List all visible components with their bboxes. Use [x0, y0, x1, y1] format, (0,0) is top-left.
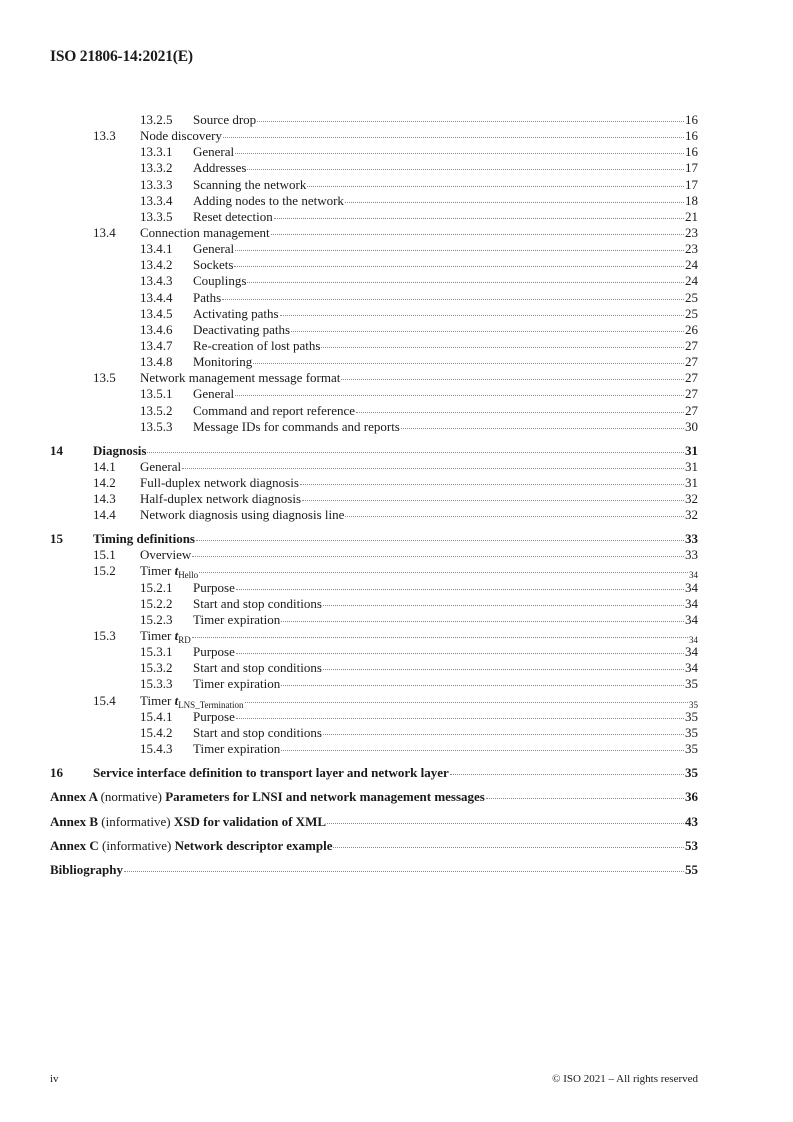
toc-entry-number: 13.5	[93, 370, 116, 386]
toc-entry[interactable]	[50, 306, 698, 322]
toc-entry[interactable]	[50, 112, 698, 128]
toc-entry[interactable]	[50, 628, 698, 644]
dot-leader	[321, 347, 684, 348]
toc-entry[interactable]	[50, 225, 698, 241]
toc-entry-page: 25	[685, 289, 698, 305]
toc-entry-title	[193, 257, 233, 273]
toc-entry-title-text: Timer	[140, 692, 175, 708]
toc-entry[interactable]	[50, 596, 698, 612]
toc-entry-number: 13.4	[93, 224, 116, 240]
dot-leader	[124, 871, 684, 872]
toc-entry-title-text: Purpose	[193, 644, 235, 660]
toc-entry-title-text: Scanning the network	[193, 176, 307, 192]
toc-entry-title	[140, 370, 340, 386]
toc-entry-title	[193, 144, 234, 160]
dot-leader	[345, 516, 684, 517]
toc-entry-title-text: Source drop	[193, 112, 257, 127]
toc-entry-title	[140, 475, 299, 491]
toc-entry-page: 34	[685, 644, 698, 660]
toc-entry-title-text: Monitoring	[193, 354, 253, 370]
toc-entry-page: 55	[685, 862, 698, 878]
toc-entry-title-text: Activating paths	[193, 305, 279, 321]
toc-entry-title-text: Re-creation of lost paths	[193, 337, 321, 353]
toc-entry-page: 24	[685, 273, 698, 289]
copyright-notice: © ISO 2021 – All rights reserved	[552, 1073, 698, 1085]
toc-entry-title-text: Timer expiration	[193, 611, 281, 627]
annex-kind: (normative)	[100, 789, 162, 805]
document-id-header: ISO 21806-14:2021(E)	[50, 48, 193, 65]
dot-leader	[245, 702, 688, 703]
toc-entry-page: 27	[685, 386, 698, 402]
toc-entry-title	[193, 209, 273, 225]
toc-entry-title	[193, 112, 256, 128]
toc-entry-page: 31	[685, 458, 698, 474]
toc-entry-number: 15.3.1	[140, 644, 173, 660]
toc-entry-title	[193, 580, 235, 596]
toc-entry-title	[140, 547, 191, 563]
annex-title: Network descriptor example	[174, 837, 333, 853]
toc-entry-title-text: Connection management	[140, 224, 270, 240]
toc-entry[interactable]	[50, 862, 698, 878]
toc-entry-number: 15.2.1	[140, 579, 173, 595]
toc-entry-page: 25	[685, 305, 698, 321]
toc-entry-title-text: Timer expiration	[193, 740, 281, 756]
dot-leader	[182, 468, 684, 469]
toc-entry-page: 35	[689, 699, 698, 710]
toc-entry-page: 35	[685, 724, 698, 740]
toc-entry-number: 15.3	[93, 627, 116, 643]
toc-entry-page: 34	[685, 611, 698, 627]
toc-entry-page: 31	[685, 474, 698, 490]
toc-entry[interactable]	[50, 709, 698, 725]
toc-entry-title	[193, 193, 344, 209]
toc-entry-title	[193, 273, 246, 289]
toc-entry[interactable]	[50, 273, 698, 289]
annex-label: Annex C	[50, 837, 99, 853]
toc-entry-number: 15.3.2	[140, 660, 173, 676]
toc-entry-title	[193, 160, 246, 176]
toc-entry-number: 14.4	[93, 507, 116, 523]
timer-symbol: t	[174, 563, 179, 579]
toc-entry-number: 15	[50, 531, 63, 547]
toc-entry-title-text: Purpose	[193, 708, 235, 724]
dot-leader	[333, 847, 684, 848]
toc-entry[interactable]	[50, 144, 698, 160]
dot-leader	[291, 331, 684, 332]
timer-symbol: t	[174, 692, 179, 708]
toc-entry-title	[193, 596, 322, 612]
toc-entry-title-text: Couplings	[193, 273, 247, 289]
toc-entry-title-text: General	[193, 144, 235, 160]
toc-entry-page: 36	[685, 789, 698, 805]
toc-entry-page: 34	[685, 579, 698, 595]
dot-leader	[253, 363, 684, 364]
dot-leader	[235, 153, 684, 154]
dot-leader	[486, 798, 684, 799]
toc-entry-page: 34	[685, 595, 698, 611]
dot-leader	[257, 121, 684, 122]
toc-entry-title	[50, 862, 123, 878]
dot-leader	[192, 556, 684, 557]
toc-entry-page: 33	[685, 531, 698, 547]
toc-entry[interactable]	[50, 765, 698, 781]
annex-title: XSD for validation of XML	[173, 813, 327, 829]
toc-entry-number: 15.2.2	[140, 595, 173, 611]
toc-entry-number: 15.4.1	[140, 708, 173, 724]
toc-entry[interactable]	[50, 693, 698, 709]
toc-entry-title-text: Deactivating paths	[193, 321, 291, 337]
toc-entry[interactable]	[50, 459, 698, 475]
toc-entry-title	[193, 612, 280, 628]
toc-entry-number: 15.2	[93, 563, 116, 579]
toc-entry[interactable]	[50, 403, 698, 419]
toc-entry-number: 15.4.3	[140, 740, 173, 756]
dot-leader	[274, 218, 684, 219]
toc-entry-title	[93, 765, 449, 781]
toc-entry-number: 13.3.4	[140, 192, 173, 208]
dot-leader	[247, 169, 684, 170]
toc-entry-title	[193, 676, 280, 692]
toc-entry[interactable]	[50, 241, 698, 257]
toc-entry-title	[50, 838, 332, 854]
dot-leader	[323, 734, 684, 735]
toc-entry-number: 13.3.1	[140, 144, 173, 160]
toc-entry-title-text: Start and stop conditions	[193, 595, 322, 611]
toc-entry[interactable]	[50, 789, 698, 805]
toc-entry[interactable]	[50, 507, 698, 523]
toc-entry-page: 31	[685, 442, 698, 458]
dot-leader	[323, 605, 684, 606]
toc-entry-page: 24	[685, 257, 698, 273]
toc-entry-title-text: Reset detection	[193, 208, 273, 224]
timer-subscript: RD	[178, 634, 191, 645]
toc-entry[interactable]	[50, 160, 698, 176]
toc-entry-title	[193, 177, 306, 193]
toc-entry-title-text: Timer	[140, 563, 175, 579]
dot-leader	[223, 137, 684, 138]
toc-entry-title	[50, 789, 485, 805]
toc-entry-title	[193, 709, 235, 725]
toc-entry-title-text: Message IDs for commands and reports	[193, 418, 400, 434]
toc-entry[interactable]	[50, 491, 698, 507]
toc-entry-title	[193, 386, 234, 402]
toc-entry-title-text: General	[193, 241, 235, 257]
toc-entry-number: 13.3.2	[140, 160, 173, 176]
toc-entry-title-text: Start and stop conditions	[193, 660, 322, 676]
toc-entry-title	[140, 459, 181, 475]
toc-entry-title	[140, 507, 344, 523]
toc-entry-page: 34	[689, 570, 698, 581]
dot-leader	[247, 282, 684, 283]
toc-entry-page: 18	[685, 192, 698, 208]
toc-entry-title-text: Command and report reference	[193, 402, 356, 418]
toc-entry[interactable]	[50, 580, 698, 596]
dot-leader	[236, 653, 684, 654]
toc-entry-number: 13.4.7	[140, 337, 173, 353]
toc-entry-page: 34	[689, 634, 698, 645]
dot-leader	[280, 315, 684, 316]
toc-entry-title-text: Timing definitions	[93, 531, 195, 547]
toc-entry-title	[93, 443, 146, 459]
toc-entry-page: 32	[685, 507, 698, 523]
dot-leader	[235, 395, 684, 396]
dot-leader	[234, 266, 684, 267]
toc-entry-title-text: Purpose	[193, 579, 235, 595]
dot-leader	[323, 669, 684, 670]
toc-entry-title-text: Full-duplex network diagnosis	[140, 474, 299, 490]
toc-entry-title	[193, 644, 235, 660]
dot-leader	[196, 540, 684, 541]
toc-entry-title	[193, 419, 400, 435]
toc-entry-title	[193, 354, 252, 370]
toc-entry-title	[193, 306, 279, 322]
toc-entry-number: 15.1	[93, 547, 116, 563]
toc-entry-title-text: Sockets	[193, 257, 234, 273]
toc-entry-number: 14.3	[93, 491, 116, 507]
annex-title: Parameters for LNSI and network management messages	[165, 789, 485, 805]
toc-entry-page: 30	[685, 418, 698, 434]
annex-label: Annex B	[50, 813, 99, 829]
dot-leader	[271, 234, 684, 235]
dot-leader	[345, 202, 684, 203]
toc-entry-page: 35	[685, 740, 698, 756]
toc-entry-page: 32	[685, 491, 698, 507]
toc-entry[interactable]	[50, 644, 698, 660]
toc-entry-title	[140, 128, 222, 144]
dot-leader	[281, 685, 684, 686]
toc-entry[interactable]	[50, 322, 698, 338]
toc-entry[interactable]	[50, 257, 698, 273]
toc-entry-number: 13.4.2	[140, 257, 173, 273]
toc-entry-title	[193, 338, 320, 354]
dot-leader	[235, 250, 684, 251]
toc-entry-title-text: Timer	[140, 627, 175, 643]
toc-entry-number: 15.2.3	[140, 611, 173, 627]
toc-entry-title-text: Network diagnosis using diagnosis line	[140, 507, 345, 523]
toc-entry-page: 16	[685, 112, 698, 127]
annex-kind: (informative)	[102, 837, 172, 853]
toc-entry-number: 13.3.3	[140, 176, 173, 192]
toc-entry[interactable]	[50, 290, 698, 306]
toc-entry-title-text: Start and stop conditions	[193, 724, 322, 740]
toc-entry[interactable]	[50, 354, 698, 370]
toc-entry[interactable]	[50, 419, 698, 435]
toc-entry-title	[193, 741, 280, 757]
toc-entry-number: 13.5.3	[140, 418, 173, 434]
toc-entry-title-text: General	[140, 458, 182, 474]
toc-entry-number: 16	[50, 764, 63, 780]
toc-entry-title-text: General	[193, 386, 235, 402]
toc-entry-page: 27	[685, 402, 698, 418]
table-of-contents	[50, 112, 698, 878]
timer-subscript: LNS_Termination	[178, 699, 244, 710]
toc-entry-page: 33	[685, 547, 698, 563]
toc-entry[interactable]	[50, 660, 698, 676]
toc-entry-number: 13.4.1	[140, 241, 173, 257]
toc-entry-title-text: Network management message format	[140, 370, 341, 386]
toc-entry-page: 17	[685, 176, 698, 192]
dot-leader	[327, 823, 684, 824]
dot-leader	[199, 572, 688, 573]
toc-entry-title-text: Overview	[140, 547, 192, 563]
toc-entry[interactable]	[50, 676, 698, 692]
toc-entry-title-text: Node discovery	[140, 128, 222, 144]
toc-entry-number: 13.4.8	[140, 354, 173, 370]
toc-entry-title-text: Service interface definition to transport layer and network layer	[93, 764, 449, 780]
toc-entry-page: 35	[685, 708, 698, 724]
dot-leader	[281, 621, 684, 622]
toc-entry-number: 15.4.2	[140, 724, 173, 740]
toc-entry[interactable]	[50, 443, 698, 459]
dot-leader	[341, 379, 684, 380]
toc-entry-title	[193, 660, 322, 676]
toc-entry[interactable]	[50, 838, 698, 854]
toc-entry-title-text: Paths	[193, 289, 222, 305]
toc-entry-page: 23	[685, 241, 698, 257]
toc-entry-number: 13.5.2	[140, 402, 173, 418]
toc-entry-title-text: Adding nodes to the network	[193, 192, 344, 208]
toc-entry-page: 27	[685, 370, 698, 386]
toc-entry-number: 13.4.3	[140, 273, 173, 289]
page-number: iv	[50, 1073, 59, 1085]
dot-leader	[281, 750, 684, 751]
toc-entry-number: 14.1	[93, 458, 116, 474]
toc-entry[interactable]	[50, 386, 698, 402]
toc-entry[interactable]	[50, 370, 698, 386]
toc-entry-page: 16	[685, 144, 698, 160]
toc-entry-number: 13.5.1	[140, 386, 173, 402]
toc-entry-title	[193, 241, 234, 257]
dot-leader	[356, 412, 684, 413]
toc-entry-number: 13.4.6	[140, 321, 173, 337]
toc-entry-number: 13.3.5	[140, 208, 173, 224]
dot-leader	[147, 452, 684, 453]
toc-entry-title	[193, 322, 290, 338]
toc-entry[interactable]	[50, 725, 698, 741]
toc-entry-title-text: Timer expiration	[193, 676, 281, 692]
toc-entry[interactable]	[50, 547, 698, 563]
toc-entry[interactable]	[50, 612, 698, 628]
toc-entry[interactable]	[50, 475, 698, 491]
toc-entry-page: 26	[685, 321, 698, 337]
toc-entry[interactable]	[50, 193, 698, 209]
dot-leader	[401, 428, 684, 429]
toc-entry-page: 27	[685, 354, 698, 370]
toc-entry-page: 43	[685, 813, 698, 829]
timer-symbol: t	[174, 627, 179, 643]
toc-entry[interactable]	[50, 741, 698, 757]
dot-leader	[192, 637, 688, 638]
toc-entry-title	[93, 531, 195, 547]
toc-entry-number: 14.2	[93, 474, 116, 490]
toc-entry[interactable]	[50, 128, 698, 144]
toc-entry-title	[140, 491, 301, 507]
toc-entry-page: 27	[685, 337, 698, 353]
dot-leader	[236, 589, 684, 590]
toc-entry[interactable]	[50, 209, 698, 225]
toc-entry[interactable]	[50, 814, 698, 830]
dot-leader	[222, 299, 684, 300]
toc-entry-number: 15.3.3	[140, 676, 173, 692]
toc-entry-title-text: Addresses	[193, 160, 247, 176]
toc-entry-number: 13.4.5	[140, 305, 173, 321]
dot-leader	[450, 774, 684, 775]
annex-kind: (informative)	[101, 813, 171, 829]
toc-entry-page: 23	[685, 224, 698, 240]
toc-entry-title-text: Diagnosis	[93, 442, 147, 458]
toc-entry-page: 34	[685, 660, 698, 676]
toc-entry-title	[193, 290, 221, 306]
toc-entry[interactable]	[50, 177, 698, 193]
dot-leader	[236, 718, 684, 719]
toc-entry-page: 17	[685, 160, 698, 176]
toc-entry[interactable]	[50, 563, 698, 579]
timer-subscript: Hello	[178, 570, 199, 581]
toc-entry-title	[193, 403, 355, 419]
toc-entry-title	[140, 225, 270, 241]
toc-entry-title	[50, 814, 326, 830]
toc-entry-title-text: Half-duplex network diagnosis	[140, 491, 302, 507]
toc-entry-number: 13.4.4	[140, 289, 173, 305]
annex-label: Annex A	[50, 789, 98, 805]
toc-entry-page: 35	[685, 764, 698, 780]
toc-entry-page: 21	[685, 208, 698, 224]
toc-entry[interactable]	[50, 531, 698, 547]
annex-label: Bibliography	[50, 862, 123, 878]
toc-entry-page: 16	[685, 128, 698, 144]
dot-leader	[300, 484, 684, 485]
toc-entry-title	[193, 725, 322, 741]
toc-entry[interactable]	[50, 338, 698, 354]
toc-entry-number: 15.4	[93, 692, 116, 708]
toc-entry-number: 13.3	[93, 128, 116, 144]
dot-leader	[307, 186, 684, 187]
toc-entry-page: 53	[685, 837, 698, 853]
toc-entry-page: 35	[685, 676, 698, 692]
dot-leader	[302, 500, 684, 501]
toc-entry-number: 13.2.5	[140, 112, 173, 127]
toc-entry-number: 14	[50, 442, 63, 458]
